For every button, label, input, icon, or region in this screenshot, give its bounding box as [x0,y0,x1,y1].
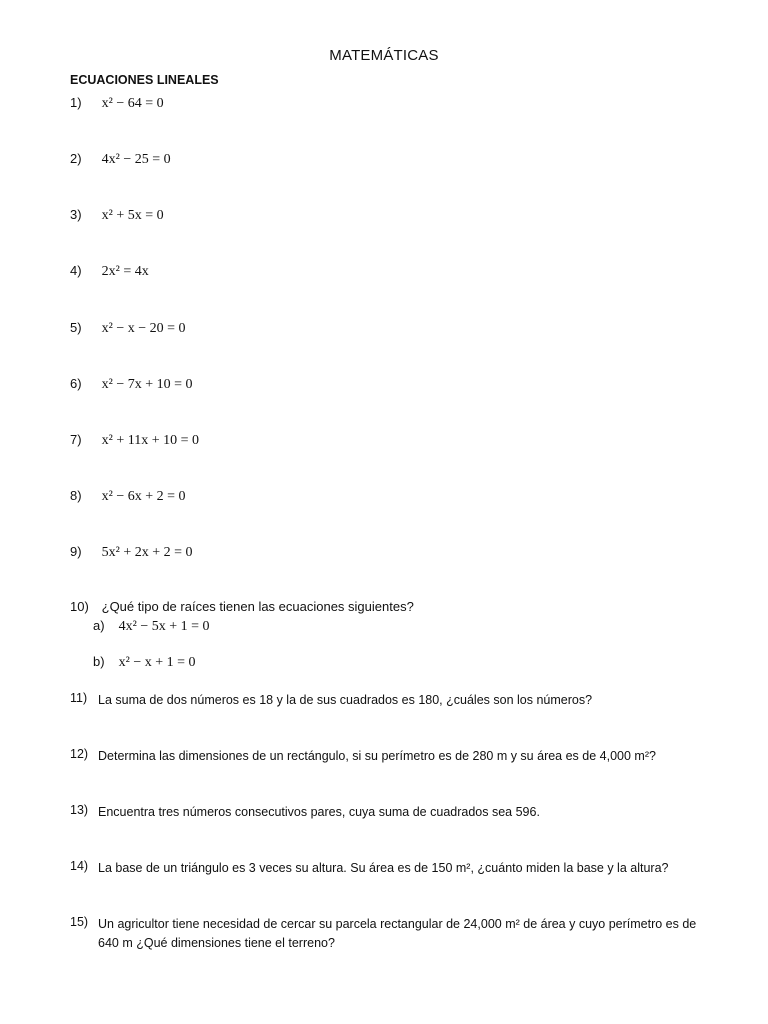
equation: x² − 7x + 10 = 0 [101,377,193,392]
equation: x² + 11x + 10 = 0 [101,433,199,448]
equation: 2x² = 4x [101,264,149,279]
equation: x² + 5x = 0 [101,208,164,223]
equation-item [70,376,193,393]
problem-text: Un agricultor tiene necesidad de cercar su parcela rectangular de 24,000 m² de área y cuyo perímetro es de 640 m ¿Qué dimensiones tiene el terreno? [98,917,697,950]
item-number: 3) [70,207,82,222]
equation-item [70,432,199,449]
page-title: MATEMÁTICAS [329,47,439,64]
problem-item [70,859,710,878]
equation-item [70,151,171,168]
equation: 4x² − 25 = 0 [101,152,171,167]
sub-item-a [93,618,210,635]
item-number: 10) [70,599,89,614]
equation-item [70,544,193,561]
equation-item [70,263,149,280]
item-number: 5) [70,320,82,335]
sub-item-b [93,654,196,671]
problem-text: La suma de dos números es 18 y la de sus cuadrados es 180, ¿cuáles son los números? [98,693,593,707]
item-number: 2) [70,151,82,166]
item-number: 12) [70,747,89,761]
equation-item [70,320,186,337]
item-number: 13) [70,803,89,817]
item-number: 8) [70,488,82,503]
equation: x² − x − 20 = 0 [101,321,186,336]
item-number: 9) [70,544,82,559]
equation-item [70,95,164,112]
question-text: ¿Qué tipo de raíces tienen las ecuaciones siguientes? [101,599,414,614]
problem-item [70,747,710,766]
equation: 4x² − 5x + 1 = 0 [118,619,210,634]
equation: x² − 64 = 0 [101,96,164,111]
item-number: 14) [70,859,89,873]
equation: x² − x + 1 = 0 [118,655,196,670]
section-heading: ECUACIONES LINEALES [70,73,219,87]
equation: 5x² + 2x + 2 = 0 [101,545,193,560]
equation: x² − 6x + 2 = 0 [101,489,186,504]
problem-item [70,803,710,822]
sub-item-label: b) [93,654,105,669]
problem-item [70,915,710,953]
sub-item-label: a) [93,618,105,633]
problem-text: Determina las dimensiones de un rectángulo, si su perímetro es de 280 m y su área es de 4,000 m²? [98,749,656,763]
item-number: 15) [70,915,89,929]
problem-text: La base de un triángulo es 3 veces su altura. Su área es de 150 m², ¿cuánto miden la base y la altura? [98,861,669,875]
item-number: 11) [70,691,88,705]
problem-item [70,691,710,710]
item-number: 1) [70,95,82,110]
problem-text: Encuentra tres números consecutivos pares, cuya suma de cuadrados sea 596. [98,805,540,819]
item-number: 4) [70,263,82,278]
item-number: 6) [70,376,82,391]
question-10 [70,599,414,614]
equation-item [70,207,164,224]
equation-item [70,488,186,505]
item-number: 7) [70,432,82,447]
